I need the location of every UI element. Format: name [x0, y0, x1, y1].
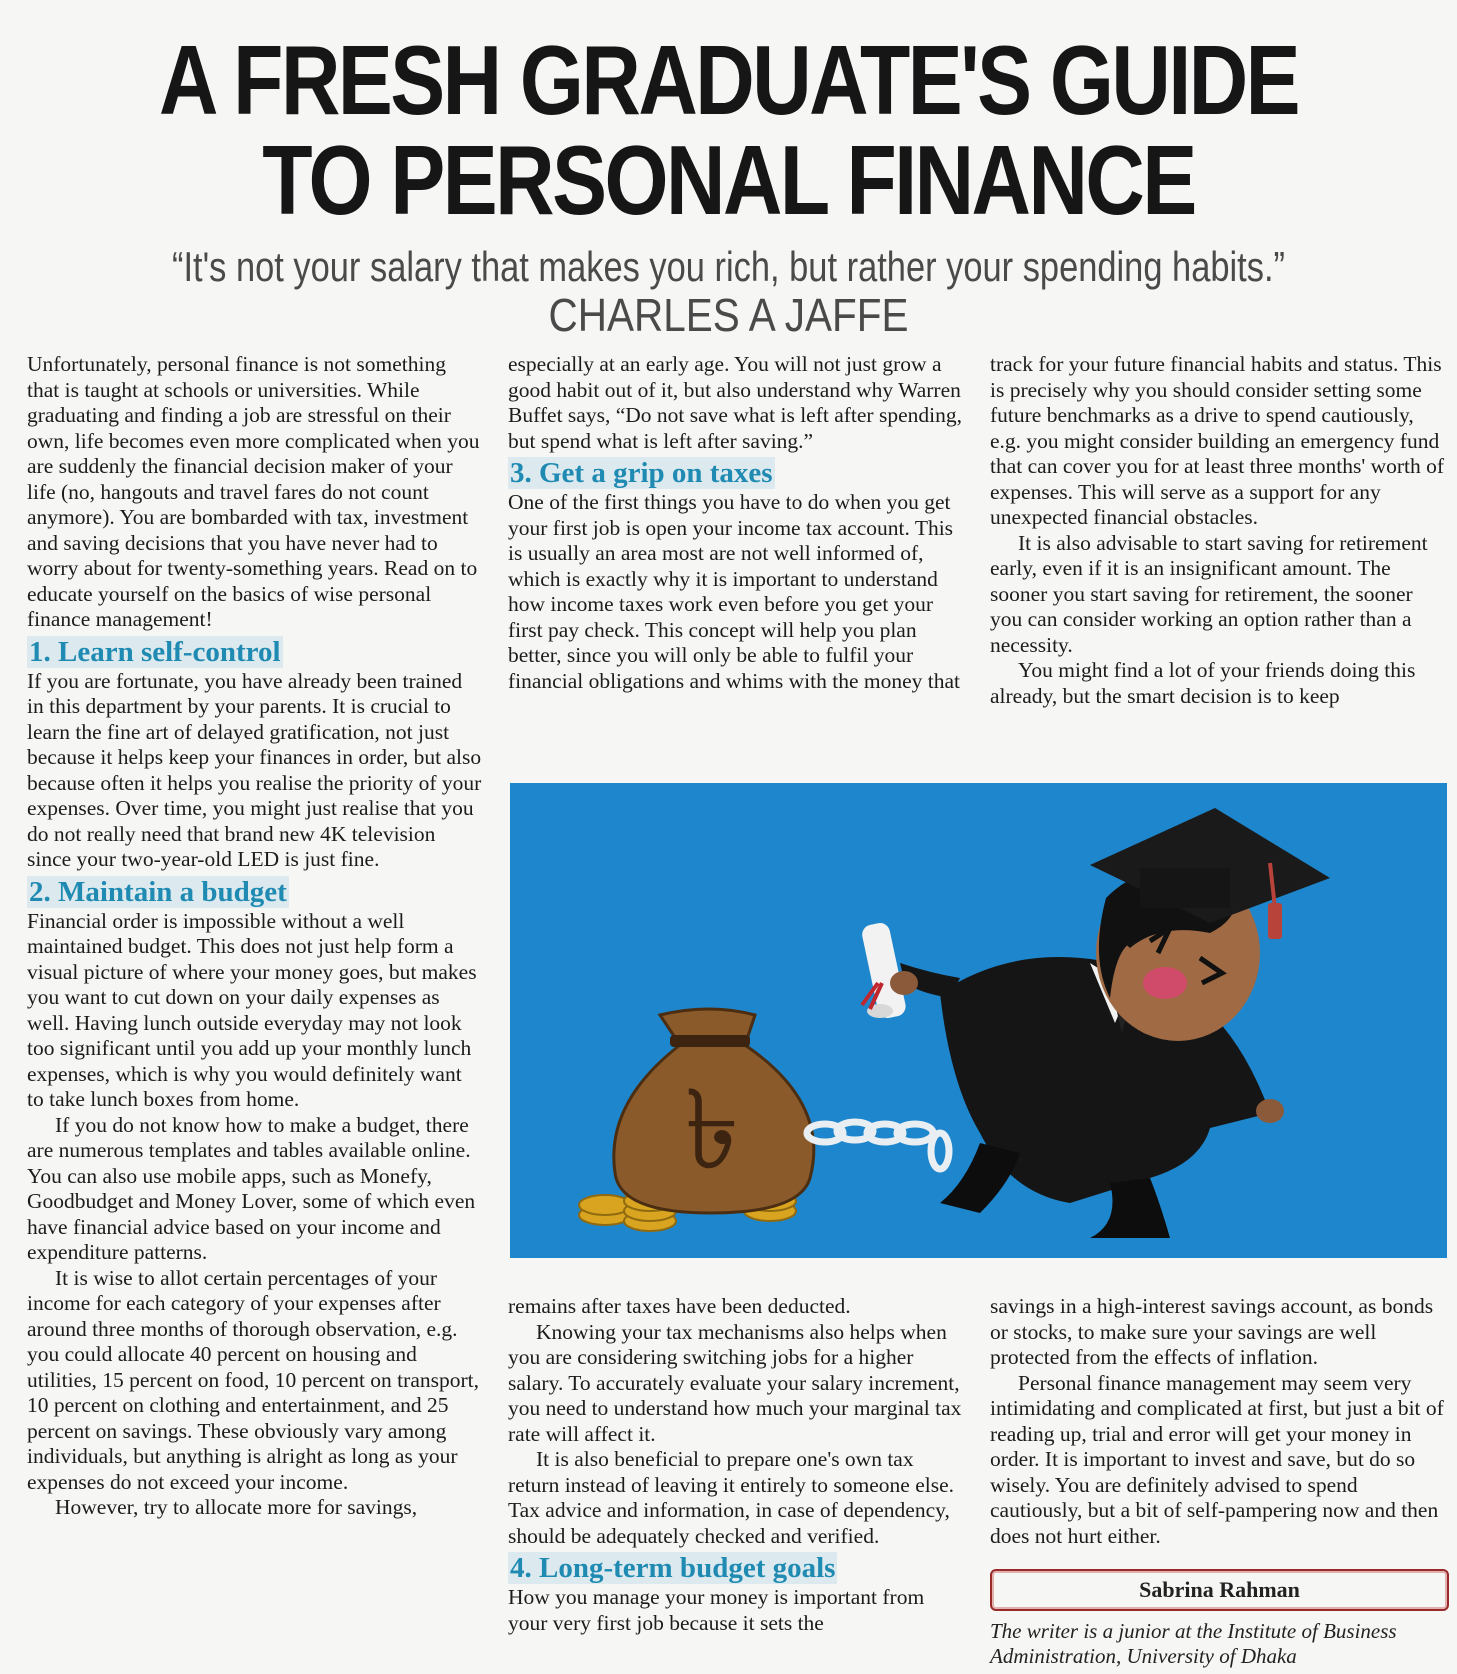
paragraph: Personal finance management may seem very intimidating and complicated at first, but just a bit of reading up, trial and error will get your money in order. It is important to invest and save, but do so wisely. You are definitely advised to spend cautiously, but a bit of self-pampering now and then does not hurt either. — [990, 1370, 1444, 1548]
column-3-bottom — [990, 1294, 1445, 1549]
intro-paragraph: Unfortunately, personal finance is not something that is taught at schools or universities. While graduating and finding a job are stressful on their own, life becomes even more complicated when you are suddenly the financial decision maker of your life (no, hangouts and travel fares do not count anymore). You are bombarded with tax, investment and saving decisions that you have never had to worry about for twenty-something years. Read on to educate yourself on the basics of wise personal finance management! — [27, 352, 480, 631]
paragraph: track for your future financial habits and status. This is precisely why you should consider setting some future benchmarks as a drive to spend cautiously, e.g. you might consider building an emergency fund that can cover you for at least three months' worth of expenses. This will serve as a support for any unexpected financial obstacles. — [990, 352, 1445, 529]
column-2-top — [508, 352, 963, 694]
section-heading-taxes: 3. Get a grip on taxes — [510, 457, 773, 489]
graduate-illustration — [510, 783, 1447, 1258]
paragraph: You might find a lot of your friends doing this already, but the smart decision is to keep — [990, 658, 1416, 708]
quote-author: CHARLES A JAFFE — [548, 289, 909, 341]
paragraph: However, try to allocate more for savings, — [55, 1495, 418, 1519]
headline-line-1: A FRESH GRADUATE'S GUIDE — [158, 25, 1299, 135]
headline-line-2: TO PERSONAL FINANCE — [262, 125, 1195, 235]
paragraph: It is also beneficial to prepare one's own tax return instead of leaving it entirely to someone else. Tax advice and information, in case of dependency, should be adequately checked and verified. — [508, 1447, 954, 1548]
paragraph: How you manage your money is important from your very first job because it sets the — [508, 1585, 925, 1635]
paragraph: It is wise to allot certain percentages of your income for each category of your expenses after around three months of thorough observation, e.g. you could allocate 40 percent on housing and utilities, 15 percent on food, 10 percent on transport, 10 percent on clothing and entertainment, and 25 percent on savings. These obviously vary among individuals, but anything is alright as long as your expenses do not exceed your income. — [27, 1265, 479, 1494]
paragraph: Knowing your tax mechanisms also helps when you are considering switching jobs for a higher salary. To accurately evaluate your salary increment, you need to understand how much your marginal tax rate will affect it. — [508, 1319, 962, 1446]
author-bio: The writer is a junior at the Institute of Business Administration, University of Dhaka — [990, 1619, 1397, 1668]
paragraph: Financial order is impossible without a well maintained budget. This does not just help form a visual picture of where your money goes, but makes you want to cut down on your daily expenses as well. Having lunch outside everyday may not look too significant until you add up your monthly lunch expenses, which is why you would definitely want to take lunch boxes from home. — [27, 908, 477, 1111]
paragraph: remains after taxes have been deducted. — [508, 1294, 851, 1318]
section-heading-self-control: 1. Learn self-control — [29, 635, 281, 668]
pull-quote: “It's not your salary that makes you rich, but rather your spending habits.” — [171, 243, 1286, 290]
paragraph: especially at an early age. You will not just grow a good habit out of it, but also understand why Warren Buffet says, “Do not save what is left after spending, but spend what is left after saving.” — [508, 352, 962, 453]
paragraph: savings in a high-interest savings account, as bonds or stocks, to make sure your savings are well protected from the effects of inflation. — [990, 1294, 1434, 1369]
paragraph: One of the first things you have to do when you get your first job is open your income tax account. This is usually an area most are not well informed of, which is exactly why it is important to understand how income taxes work even before you get your first pay check. This concept will help you plan better, since you will only be able to fulfil your financial obligations and whims with the money that — [508, 490, 961, 693]
column-1 — [27, 352, 482, 1521]
paragraph: If you are fortunate, you have already been trained in this department by your parents. It is crucial to learn the fine art of delayed gratification, not just because it helps keep your finances in order, but also because often it helps you realise the priority of your expenses. Over time, you might just realise that you do not really need that brand new 4K television since your two-year-old LED is just fine. — [27, 668, 482, 871]
column-3-top — [990, 352, 1445, 709]
paragraph: It is also advisable to start saving for retirement early, even if it is an insignificant amount. The sooner you start saving for retirement, the sooner you can consider working an option rather than a necessity. — [990, 530, 1428, 657]
graduate-chained-to-money-bag-image — [510, 783, 1447, 1258]
author-byline: Sabrina Rahman — [990, 1569, 1449, 1611]
paragraph: If you do not know how to make a budget, there are numerous templates and tables available online. You can also use mobile apps, such as Monefy, Goodbudget and Money Lover, some of which even have financial advice based on your income and expenditure patterns. — [27, 1112, 476, 1264]
taka-symbol: ৳ — [684, 1066, 740, 1194]
column-2-bottom — [508, 1294, 963, 1636]
section-heading-long-term: 4. Long-term budget goals — [510, 1552, 836, 1584]
section-heading-budget: 2. Maintain a budget — [29, 875, 287, 908]
